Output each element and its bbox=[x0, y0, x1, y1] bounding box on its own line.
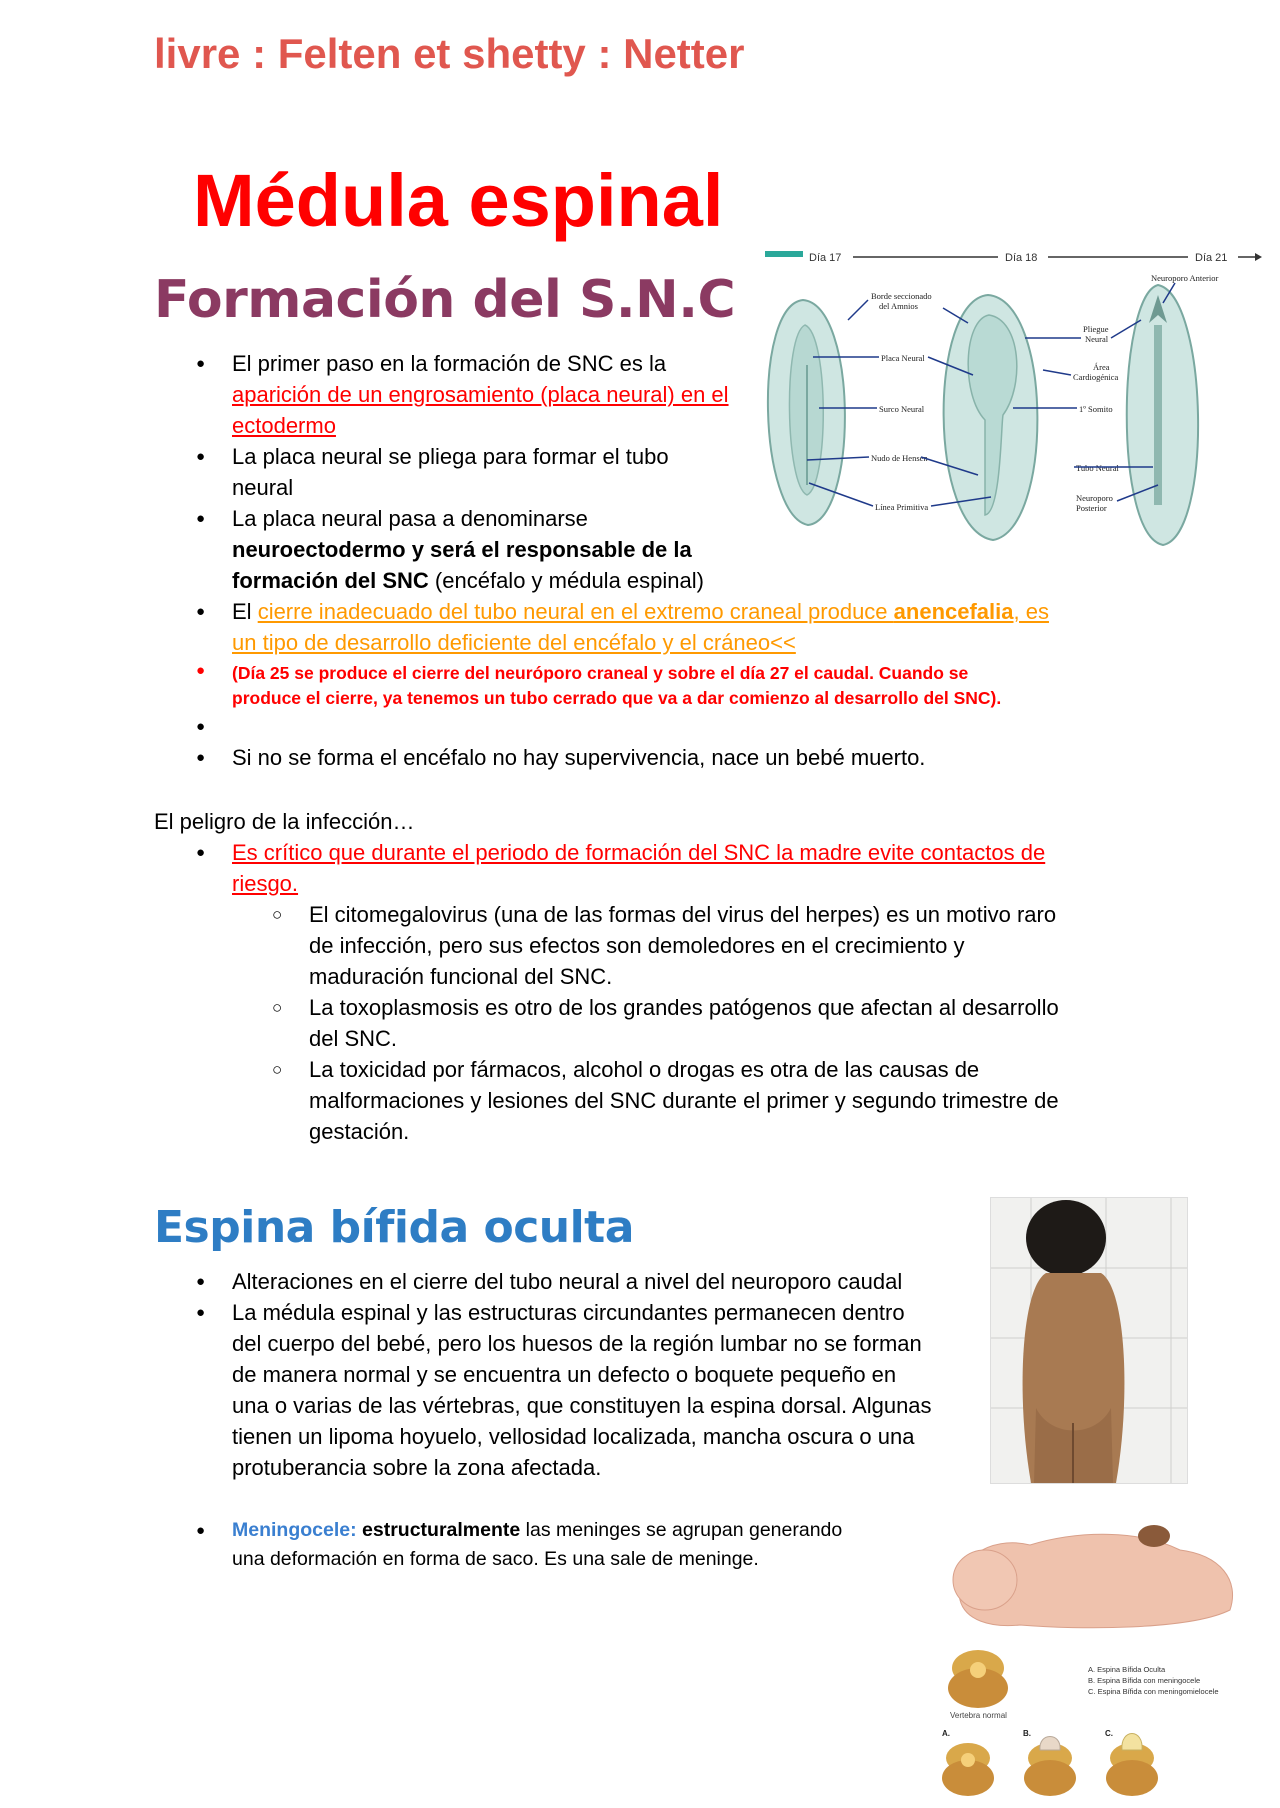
embryo-day21 bbox=[1127, 285, 1198, 545]
list-item bbox=[154, 742, 1154, 773]
list-item bbox=[154, 837, 1154, 899]
text: produce el cierre, ya tenemos un tubo cerrado que va a dar comienzo al desarrollo del SNC). bbox=[232, 688, 1002, 708]
espina-list bbox=[154, 1266, 974, 1483]
text: malformaciones y lesiones del SNC durante el primer y segundo trimestre de bbox=[309, 1088, 1059, 1113]
text: de manera normal y se encuentra un defecto o boquete pequeño en bbox=[232, 1362, 897, 1387]
text: tienen un lipoma hoyuelo, vellosidad localizada, mancha oscura o una bbox=[232, 1424, 915, 1449]
text: protuberancia sobre la zona afectada. bbox=[232, 1455, 602, 1480]
label-b: B. bbox=[1023, 1729, 1031, 1738]
legend-b: B. Espina Bífida con meningocele bbox=[1088, 1676, 1201, 1685]
text: del cuerpo del bebé, pero los huesos de la región lumbar no se forman bbox=[232, 1331, 922, 1356]
list-item-empty bbox=[154, 711, 1154, 742]
text: maduración funcional del SNC. bbox=[309, 964, 613, 989]
sub-list-item bbox=[154, 899, 1154, 992]
label-pliegue: Pliegue bbox=[1083, 324, 1109, 334]
text: La placa neural se pliega para formar el tubo bbox=[232, 444, 669, 469]
bold-text: estructuralmente bbox=[356, 1519, 521, 1541]
label-linea: Línea Primitiva bbox=[875, 502, 929, 512]
vertebra-c bbox=[1106, 1734, 1158, 1797]
bold-text: neuroectodermo y será el responsable de la bbox=[232, 537, 692, 562]
vertebra-a bbox=[942, 1743, 994, 1796]
bold-link-text: anencefalia bbox=[893, 599, 1014, 624]
label-nant: Neuroporo Anterior bbox=[1151, 273, 1219, 283]
label-area-2: Cardiogénica bbox=[1073, 372, 1119, 382]
meningocele-list bbox=[154, 1516, 954, 1574]
link-text: aparición de un engrosamiento (placa neural) en el bbox=[232, 382, 729, 407]
label-pliegue-2: Neural bbox=[1085, 334, 1109, 344]
label-somito: 1º Somito bbox=[1079, 404, 1113, 414]
term: Meningocele: bbox=[232, 1519, 357, 1541]
list-item bbox=[154, 658, 1154, 711]
label-borde-2: del Amnios bbox=[879, 301, 918, 311]
label-placa: Placa Neural bbox=[881, 353, 925, 363]
text: La toxoplasmosis es otro de los grandes patógenos que afectan al desarrollo bbox=[309, 995, 1059, 1020]
vertebra-b bbox=[1024, 1737, 1076, 1797]
heading-espina-bifida: Espina bífida oculta bbox=[154, 1202, 634, 1253]
link-text: ectodermo bbox=[232, 413, 336, 438]
text: neural bbox=[232, 475, 294, 500]
spina-bifida-illustration bbox=[930, 1510, 1260, 1800]
day18-label: Día 18 bbox=[1005, 252, 1038, 264]
text: una deformación en forma de saco. Es una sale de meninge. bbox=[232, 1548, 759, 1570]
sub-list-item bbox=[154, 1054, 1154, 1147]
list-item bbox=[154, 596, 1154, 658]
link-text: un tipo de desarrollo deficiente del encéfalo y el cráneo<< bbox=[232, 630, 796, 655]
embryo-diagram bbox=[763, 245, 1263, 550]
text: El primer paso en la formación de SNC es la bbox=[232, 351, 667, 376]
sub-list-item bbox=[154, 992, 1154, 1054]
text: La médula espinal y las estructuras circundantes permanecen dentro bbox=[232, 1300, 905, 1325]
label-area: Área bbox=[1093, 362, 1110, 372]
vertebra-normal bbox=[948, 1650, 1008, 1708]
label-c: C. bbox=[1105, 1729, 1113, 1738]
text: El bbox=[232, 599, 258, 624]
text: Alteraciones en el cierre del tubo neural a nivel del neuroporo caudal bbox=[232, 1269, 903, 1294]
label-a: A. bbox=[942, 1729, 950, 1738]
link-text: Es crítico que durante el periodo de formación del SNC la madre evite contactos de bbox=[232, 840, 1046, 865]
text: del SNC. bbox=[309, 1026, 398, 1051]
bold-text: formación del SNC bbox=[232, 568, 429, 593]
text: una o varias de las vértebras, que constituyen la espina dorsal. Algunas bbox=[232, 1393, 932, 1418]
link-text: cierre inadecuado del tubo neural en el extremo craneal produce bbox=[257, 599, 894, 624]
text: Si no se forma el encéfalo no hay supervivencia, nace un bebé muerto. bbox=[232, 745, 926, 770]
page-title: Médula espinal bbox=[193, 159, 724, 242]
text: (encéfalo y médula espinal) bbox=[428, 568, 704, 593]
day21-label: Día 21 bbox=[1195, 252, 1228, 264]
infection-intro: El peligro de la infección… bbox=[154, 809, 415, 834]
text: gestación. bbox=[309, 1119, 410, 1144]
legend-a: A. Espina Bífida Oculta bbox=[1088, 1665, 1166, 1674]
label-tubo: Tubo Neural bbox=[1076, 463, 1119, 473]
label-npost-2: Posterior bbox=[1076, 503, 1107, 513]
link-text: , es bbox=[1013, 599, 1049, 624]
infection-section bbox=[154, 806, 1154, 1147]
baby-figure bbox=[953, 1525, 1233, 1628]
label-vertebra-normal: Vertebra normal bbox=[950, 1711, 1007, 1720]
text: El citomegalovirus (una de las formas del virus del herpes) es un motivo raro bbox=[309, 902, 1057, 927]
heading-formacion-snc: Formación del S.N.C bbox=[154, 270, 736, 330]
text: (Día 25 se produce el cierre del neuróporo craneal y sobre el día 27 el caudal. Cuando se bbox=[232, 663, 969, 683]
list-item bbox=[154, 1266, 974, 1297]
text: las meninges se agrupan generando bbox=[520, 1519, 843, 1541]
text: La placa neural pasa a denominarse bbox=[232, 506, 588, 531]
legend-c: C. Espina Bífida con meningomielocele bbox=[1088, 1687, 1219, 1696]
label-borde: Borde seccionado bbox=[871, 291, 932, 301]
text: La toxicidad por fármacos, alcohol o drogas es otra de las causas de bbox=[309, 1057, 980, 1082]
label-nudo: Nudo de Hensen bbox=[871, 453, 928, 463]
text: de infección, pero sus efectos son demoledores en el crecimiento y bbox=[309, 933, 965, 958]
list-item bbox=[154, 1297, 974, 1483]
label-surco: Surco Neural bbox=[879, 404, 925, 414]
embryo-day18 bbox=[944, 295, 1038, 540]
label-npost: Neuroporo bbox=[1076, 493, 1113, 503]
link-text: riesgo. bbox=[232, 871, 299, 896]
list-item bbox=[154, 1516, 954, 1574]
child-back-photo bbox=[990, 1197, 1188, 1484]
source-note: livre : Felten et shetty : Netter bbox=[154, 30, 745, 77]
day17-label: Día 17 bbox=[809, 252, 842, 264]
